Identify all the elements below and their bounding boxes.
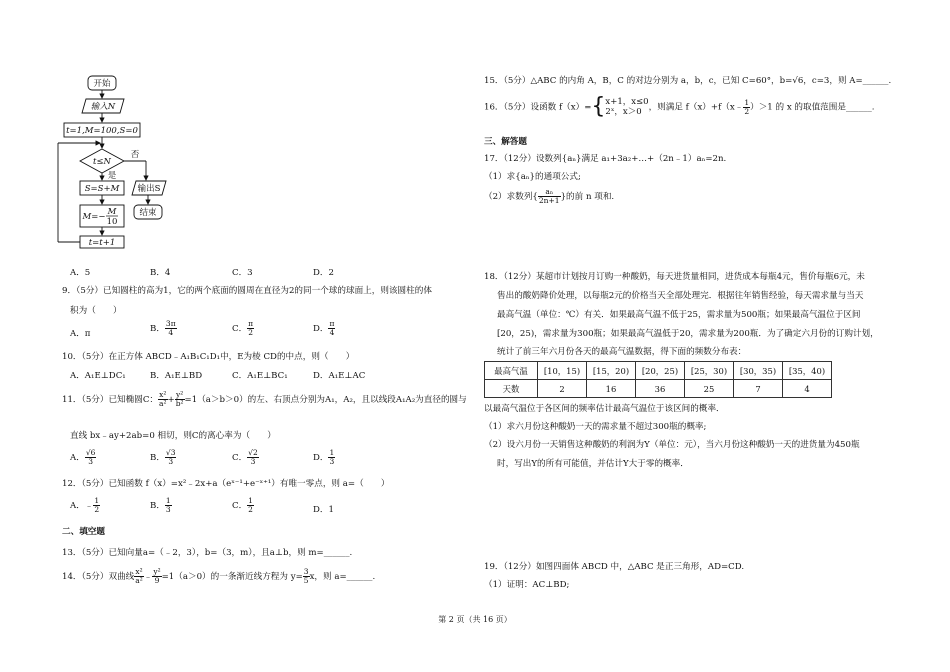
flow-start: 开始 (93, 79, 111, 89)
q18-part2: （2）设六月份一天销售这种酸奶的利润为Y（单位：元），当六月份这种酸奶一天的进货量为450瓶 (484, 440, 860, 450)
table-cell: [10，15) (538, 362, 587, 380)
q9-option-d: D． $\frac{\pi}{4}$ (313, 319, 335, 337)
q10-option-a: A．A₁E⊥DC₁ (70, 371, 126, 381)
table-cell: 7 (734, 380, 783, 398)
q18-line-3: 最高气温（单位：℃）有关．如果最高气温不低于25，需求量为500瓶；如果最高气温位于区间 (497, 310, 861, 320)
flow-output: 输出S (137, 184, 161, 194)
q8-option-a: A．5 (70, 268, 91, 278)
q12-option-c: C． $\frac{1}{2}$ (232, 496, 253, 514)
q16-text: 16．（5分）设函数 f（x）={ x+1，x≤0 2ˣ，x＞0 ，则满足 f（x）+f（x﹣ $\frac{1}{2}$ ）＞1 的 x 的取值范围是______. (484, 94, 875, 119)
q11-option-d: D． $\frac{1}{3}$ (313, 448, 335, 466)
q11-text: 11．（5分）已知椭圆C： $\frac{\text{x²}}{\text{a²}}$ + $\frac{\text{y²}}{\text{b²}}$ =1（a＞b＞0）的左、右顶点分别为A₁，A₂，且以线段A₁A₂为直径的圆与 (62, 390, 467, 408)
q10-text: 10．（5分）在正方体 ABCD﹣A₁B₁C₁D₁中，E为棱 CD的中点，则（ ） (62, 352, 355, 362)
table-cell: 天数 (485, 380, 538, 398)
q9-option-c: C． $\frac{\pi}{2}$ (232, 319, 254, 337)
q8-option-d: D．2 (313, 268, 334, 278)
table-cell: 4 (783, 380, 832, 398)
q9-option-b: B． $\frac{3\pi}{4}$ (150, 319, 176, 337)
page-footer: 第 2 页（共 16 页） (438, 615, 512, 624)
q18-after-table: 以最高气温位于各区间的频率估计最高气温位于该区间的概率． (484, 404, 725, 414)
q18-part1: （1）求六月份这种酸奶一天的需求量不超过300瓶的概率; (484, 422, 707, 432)
q14-text: 14．（5分）双曲线 $\frac{\text{x²}}{\text{a²}}$ ﹣ $\frac{\text{y²}}{9}$ =1（a＞0）的一条渐近线方程为 y= $\frac{3}{5}$ x，则 a=______. (62, 567, 376, 585)
table-cell: 2 (538, 380, 587, 398)
q9-text: 9．（5分）已知圆柱的高为1，它的两个底面的圆周在直径为2的同一个球的球面上，则该圆柱的体 (62, 286, 432, 296)
flow-end: 结束 (139, 208, 157, 218)
q17-text: 17．（12分）设数列{aₙ}满足 a₁+3a₂+…+（2n﹣1）aₙ=2n. (484, 154, 727, 164)
flow-cond: t≤N (93, 157, 111, 167)
table-cell: 最高气温 (485, 362, 538, 380)
table-row (485, 362, 832, 380)
q12-option-d: D．1 (313, 505, 334, 515)
table-cell: 36 (636, 380, 685, 398)
q11-option-b: B． $\frac{√3}{3}$ (150, 448, 176, 466)
section-answer-title: 三、解答题 (484, 137, 527, 147)
q10-option-b: B．A₁E⊥BD (150, 371, 203, 381)
flow-step1: S=S+M (84, 184, 120, 194)
q12-text: 12．（5分）已知函数 f（x）=x²﹣2x+a（eˣ⁻¹+e⁻ˣ⁺¹）有唯一零点，则 a=（ ） (62, 479, 390, 489)
q8-option-b: B．4 (150, 268, 171, 278)
q12-option-b: B． $\frac{1}{3}$ (150, 496, 171, 514)
q18-line-5: 统计了前三年六月份各天的最高气温数据，得下面的频数分布表： (497, 347, 747, 357)
table-cell: [15，20) (587, 362, 636, 380)
q17-part1: （1）求{aₙ}的通项公式; (484, 172, 581, 182)
table-cell: 25 (685, 380, 734, 398)
q10-option-c: C．A₁E⊥BC₁ (232, 371, 288, 381)
q18-part2-cont: 时，写出Y的所有可能值，并估计Y大于零的概率． (497, 459, 689, 469)
table-cell: [35，40) (783, 362, 832, 380)
q11-text2: 直线 bx﹣ay+2ab=0 相切，则C的离心率为（ ） (70, 431, 276, 441)
flow-incr: t=t+1 (88, 238, 116, 248)
q9-text2: 积为（ ） (70, 306, 122, 316)
q18-line-4: [20，25)，需求量为300瓶；如果最高气温低于20，需求量为200瓶．为了确定六月份的订购计划， (497, 329, 879, 339)
q11-option-a: A． $\frac{√6}{3}$ (70, 448, 96, 466)
q13-text: 13．（5分）已知向量a=（﹣2，3），b=（3，m），且a⊥b，则 m=______. (62, 548, 353, 558)
table-cell: [25，30) (685, 362, 734, 380)
section-fill-in-title: 二、填空题 (62, 527, 105, 537)
q11-option-c: C． $\frac{√2}{3}$ (232, 448, 258, 466)
table-cell: 16 (587, 380, 636, 398)
q19-part1: （1）证明：AC⊥BD; (484, 580, 570, 590)
q15-text: 15．（5分）△ABC 的内角 A，B，C 的对边分别为 a，b，c，已知 C=60°，b=√6，c=3，则 A=______. (484, 76, 892, 86)
flow-init: t=1,M=100,S=0 (66, 126, 138, 136)
flow-input: 输入N (90, 102, 116, 112)
q10-option-d: D．A₁E⊥AC (313, 371, 366, 381)
flow-step2-num: M (107, 207, 117, 217)
flowchart (50, 72, 190, 252)
q19-text: 19．（12分）如图四面体 ABCD 中，△ABC 是正三角形，AD=CD. (484, 562, 745, 572)
q8-option-c: C．3 (232, 268, 253, 278)
table-cell: [20，25) (636, 362, 685, 380)
q17-part2: （2）求数列{ $\frac{\text{aₙ}}{2n+1}$ }的前 n 项和. (484, 187, 615, 205)
table-row (485, 380, 832, 398)
q18-line-2: 售出的酸奶降价处理，以每瓶2元的价格当天全部处理完．根据往年销售经验，每天需求量与当天 (497, 291, 864, 301)
frequency-table (484, 361, 832, 398)
q12-option-a: A．﹣ $\frac{1}{2}$ (70, 496, 100, 514)
q9-option-a: A．π (70, 329, 91, 339)
q18-line-1: 18．（12分）某超市计划按月订购一种酸奶，每天进货量相同，进货成本每瓶4元，售价每瓶6元，未 (484, 272, 865, 282)
table-cell: [30，35) (734, 362, 783, 380)
flow-no: 否 (130, 150, 140, 160)
flow-step2: M=− (82, 212, 106, 222)
flow-yes: 是 (107, 171, 117, 181)
flow-step2-den: 10 (106, 217, 118, 227)
